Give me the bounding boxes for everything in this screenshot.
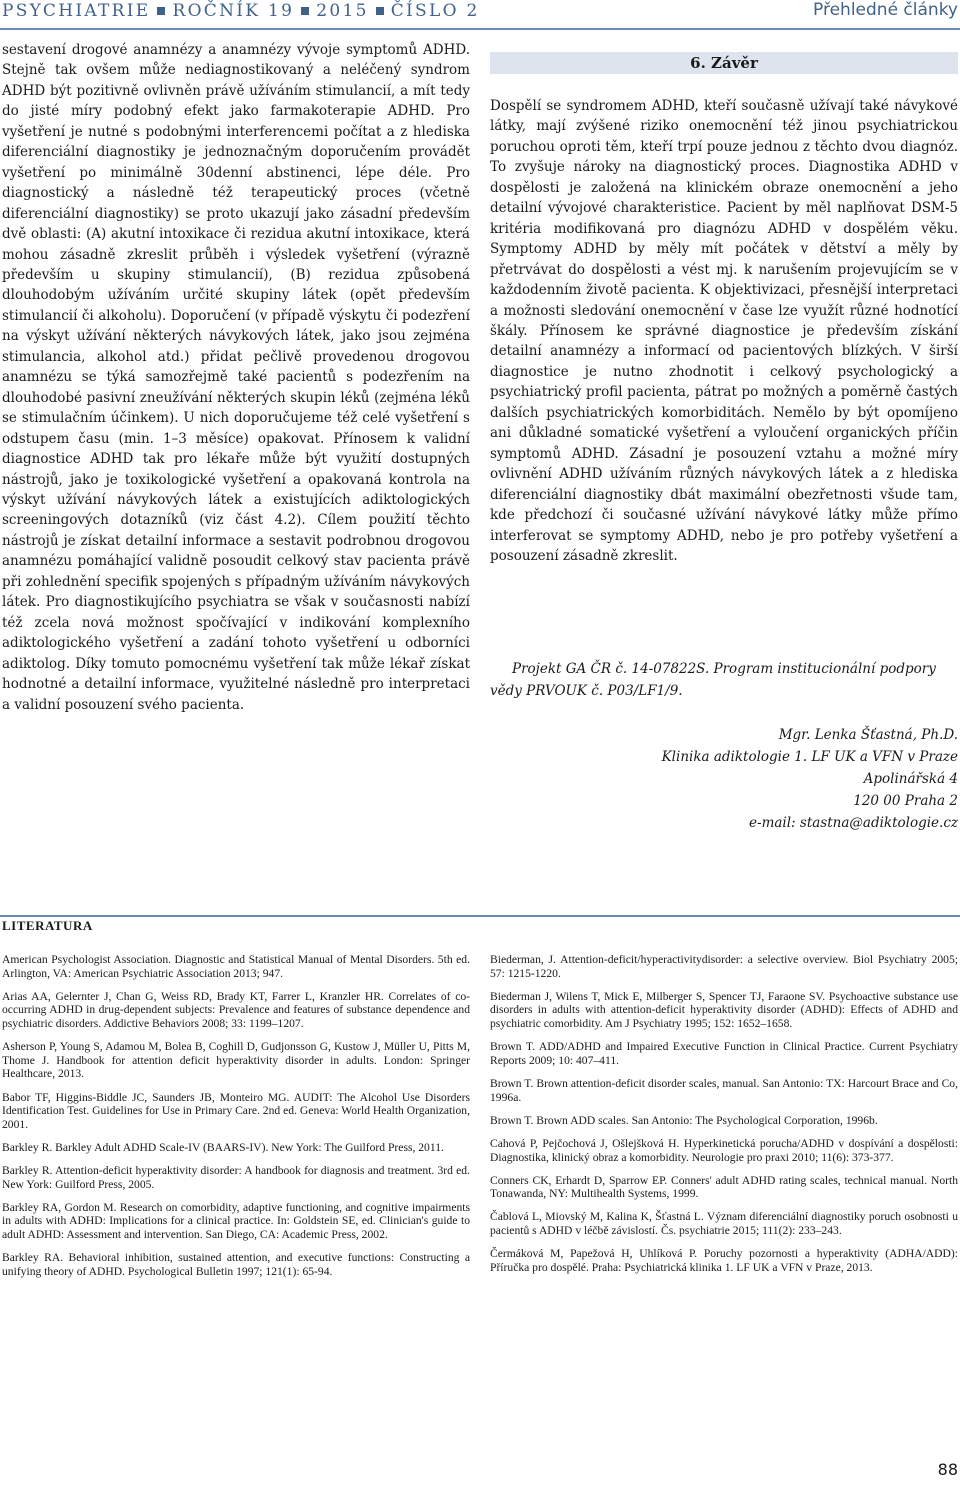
- conclusion-text: [490, 96, 958, 566]
- author-email[interactable]: e-mail: stastna@adiktologie.cz: [749, 815, 958, 831]
- separator-square-icon: [157, 7, 165, 15]
- reference-item: Barkley R. Barkley Adult ADHD Scale-IV (BAARS-IV). New York: The Guilford Press, 2011.: [2, 1140, 444, 1154]
- section-label: Přehledné články: [813, 0, 958, 20]
- journal-volume: ROČNÍK 19: [172, 1, 295, 21]
- reference-item: Brown T. ADD/ADHD and Impaired Executive Function in Clinical Practice. Current Psychiatry Reports 2009; 10: 407–411.: [490, 1040, 958, 1067]
- literature-heading: LITERATURA: [2, 918, 93, 933]
- references-right: [490, 953, 958, 1284]
- reference-item: Barkley RA, Gordon M. Research on comorbidity, adaptive functioning, and cognitive impairments in adults with ADHD: Implications for a clinical practice. In: Goldstein SE, ed. Clinician's guide to adult ADHD: Assessment and intervention. San Diego, CA: Academic Press, 2002.: [2, 1200, 470, 1242]
- body-paragraph: Dospělí se syndromem ADHD, kteří současně užívají také návykové látky, mají zvýšené riziko onemocnění též jinou psychiatrickou poruchou oproti těm, kteří trpí pouze jednou z těchto dvou diagnóz. To zvyšuje nároky na diagnostický proces. Diagnostika ADHD v dospělosti je založená na klinickém obraze onemocnění a jeho detailní vývojové charakteristice. Pacient by měl naplňovat DSM-5 kritéria modifikovaná pro diagnózu ADHD v dospělém věku. Symptomy ADHD by měly mít počátek v dětství a měly by přetrvávat do dospělosti a vést mj. k narušením projevujícím se v každodenním životě pacienta. K objektivizaci, přesnější interpretaci a možnosti sledování onemocnění v čase lze využít různé hodnotící škály. Přínosem ke správné diagnostice je především získání detailní anamnézy a informací od pacientových blízkých. V širší diagnostice je nutno zhodnotit i celkový psychologický a psychiatrický profil pacienta, pátrat po možných a poměrně častých dalších psychiatrických komorbiditách. Nemělo by být opomíjeno ani důkladné somatické vyšetření a vyloučení organických příčin symptomů ADHD. Zásadní je posouzení vztahu a možné míry ovlivnění ADHD užíváním různých návykových látek a z hlediska diferenciální diagnostiky dbát maximální obezřetnosti všude tam, kde předchozí či současné užívání návykové látky může přímo interferovat se symptomy ADHD, nebo je pro potřeby vyšetření a posouzení zásadně zkreslit.: [490, 98, 958, 564]
- reference-item: Čablová L, Miovský M, Kalina K, Šťastná L. Význam diferenciální diagnostiky poruch osobnosti u pacientů s ADHD v léčbě závislostí. Čs. psychiatrie 2015; 111(2): 233–243.: [490, 1210, 958, 1238]
- reference-item: Barkley RA. Behavioral inhibition, sustained attention, and executive functions: Constructing a unifying theory of ADHD. Psychological Bulletin 1997; 121(1): 65-94.: [2, 1251, 470, 1278]
- reference-item: Biederman, J. Attention-deficit/hyperactivitydisorder: a selective overview. Biol Psychiatry 2005; 57: 1215-1220.: [490, 953, 958, 980]
- grant-acknowledgement: [490, 658, 958, 702]
- reference-item: Cahová P, Pejčochová J, Ošlejšková H. Hyperkinetická porucha/ADHD v dospívání a dospělosti: Diagnostika, klinický obraz a komorbidity. Neurologie pro praxi 2010; 11(6): 373-377.: [490, 1136, 958, 1164]
- page-number: 88: [937, 1460, 958, 1479]
- page-header: [0, 0, 960, 30]
- reference-item: Čermáková M, Papežová H, Uhlíková P. Poruchy pozornosti a hyperaktivity (ADHA/ADD): Příručka pro dospělé. Praha: Psychiatrická klinika 1. LF UK a VFN v Praze, 2013.: [490, 1247, 958, 1274]
- author-name: Mgr. Lenka Šťastná, Ph.D.: [778, 727, 958, 743]
- left-column: [2, 40, 470, 715]
- reference-item: Biederman J, Wilens T, Mick E, Milberger S, Spencer TJ, Faraone SV. Psychoactive substance use disorders in adults with attention-deficit hyperaktivity disorder (ADHD): Effects of ADHD and psychiatric comorbidity. Am J Psychiatry 1995; 152: 1652–1658.: [490, 989, 958, 1030]
- reference-item: Babor TF, Higgins-Biddle JC, Saunders JB, Monteiro MG. AUDIT: The Alcohol Use Disorders Identification Test. Guidelines for Use in Primary Care. 2nd ed. Geneva: World Health Organization, 2001.: [2, 1090, 470, 1131]
- reference-item: Brown T. Brown attention-deficit disorder scales, manual. San Antonio: TX: Harcourt Brace and Co, 1996a.: [490, 1076, 958, 1104]
- reference-item: Barkley R. Attention-deficit hyperaktivity disorder: A handbook for diagnosis and treatment. 3rd ed. New York: Guilford Press, 2005.: [2, 1164, 470, 1191]
- section-heading: 6. Závěr: [490, 52, 958, 74]
- separator-square-icon: [301, 7, 309, 15]
- author-city: 120 00 Praha 2: [853, 793, 958, 809]
- journal-issue: ČÍSLO 2: [390, 1, 480, 21]
- grant-text: Projekt GA ČR č. 14-07822S. Program institucionální podpory vědy PRVOUK č. P03/LF1/9.: [490, 661, 936, 699]
- reference-item: Arias AA, Gelernter J, Chan G, Weiss RD, Brady KT, Farrer L, Kranzler HR. Correlates of co-occurring ADHD in drug-dependent subjects: Prevalence and features of substance dependence and psychiatric disorders. Addictive Behaviors 2008; 33: 1199–1207.: [2, 989, 470, 1030]
- journal-running-head: [2, 1, 480, 21]
- reference-item: Conners CK, Erhardt D, Sparrow EP. Conners' adult ADHD rating scales, technical manual. North Tonawanda, NY: Multihealth Systems, 1999.: [490, 1173, 958, 1201]
- body-paragraph: sestavení drogové anamnézy a anamnézy vývoje symptomů ADHD. Stejně tak ovšem může nediagnostikovaný a neléčený syndrom ADHD být pozitivně ovlivněn právě užíváním stimulancií, a mít tedy do jisté míry podobný efekt jako farmakoterapie ADHD. Pro vyšetření je nutné s podobnými interferencemi počítat a z hlediska diferenciální diagnostiky je jednoznačným doporučením provádět vyšetření po minimálně 30denní abstinenci, lépe déle. Pro diagnostický a následně též terapeutický proces (včetně diferenciální diagnostiky) se proto ukazují jako zásadní především dvě oblasti: (A) akutní intoxikace či rezidua akutní intoxikace, která mohou zásadně zkreslit průběh i výsledek vyšetření (výrazně především u skupiny stimulancií), (B) rezidua způsobená dlouhodobým užíváním určité skupiny látek (opět především stimulancií či alkoholu). Doporučení (v případě výskytu či podezření na výskyt užívání některých návykových látek, jako jsou zejména stimulancia, alkohol atd.) přidat pečlivě provedenou drogovou anamnézu se týká samozřejmě také pacientů s podezřením na dlouhodobé pasivní zneužívání některých skupin léků (zejména léků se stimulačním účinkem). U nich doporučujeme též celé vyšetření s odstupem času (min. 1–3 měsíce) opakovat. Přínosem k validní diagnostice ADHD tak pro lékaře může být využití dostupných nástrojů, jako je toxikologické vyšetření a opakovaná kontrola na výskyt užívání návykových látek a existujících adiktologických screeningových dotazníků (viz část 4.2). Cílem použití těchto nástrojů je získat detailní informace a sestavit podrobnou drogovou anamnézu pomáhající validně posoudit celkový stav pacienta právě při zohlednění specifik spojených s případným užíváním návykových látek. Pro diagnostikujícího psychiatra se však v současnosti nabízí též zcela nová možnost spočívající v indikování komplexního adiktologického vyšetření a zadání tohoto vyšetření u odborníci adiktolog. Díky tomuto pomocnému vyšetření tak může lékař získat hodnotné a detailní informace, využitelné následně pro interpretaci a validní posouzení svého pacienta.: [2, 42, 470, 713]
- reference-item: Brown T. Brown ADD scales. San Antonio: The Psychological Corporation, 1996b.: [490, 1113, 878, 1127]
- author-contact: [498, 724, 958, 834]
- references-left: [2, 953, 470, 1288]
- journal-year: 2015: [316, 1, 369, 21]
- reference-item: American Psychologist Association. Diagnostic and Statistical Manual of Mental Disorders. 5th ed. Arlington, VA: American Psychiatric Association 2013; 947.: [2, 953, 470, 980]
- reference-item: Asherson P, Young S, Adamou M, Bolea B, Coghill D, Gudjonsson G, Kustow J, Müller U, Pitts M, Thome J. Handbook for attention deficit hyperaktivity disorder in adults. London: Springer Healthcare, 2013.: [2, 1040, 470, 1081]
- journal-name: PSYCHIATRIE: [2, 1, 151, 21]
- separator-square-icon: [376, 7, 384, 15]
- literature-divider: [0, 915, 960, 943]
- author-affiliation: Klinika adiktologie 1. LF UK a VFN v Praze: [661, 749, 958, 765]
- author-street: Apolinářská 4: [863, 771, 958, 787]
